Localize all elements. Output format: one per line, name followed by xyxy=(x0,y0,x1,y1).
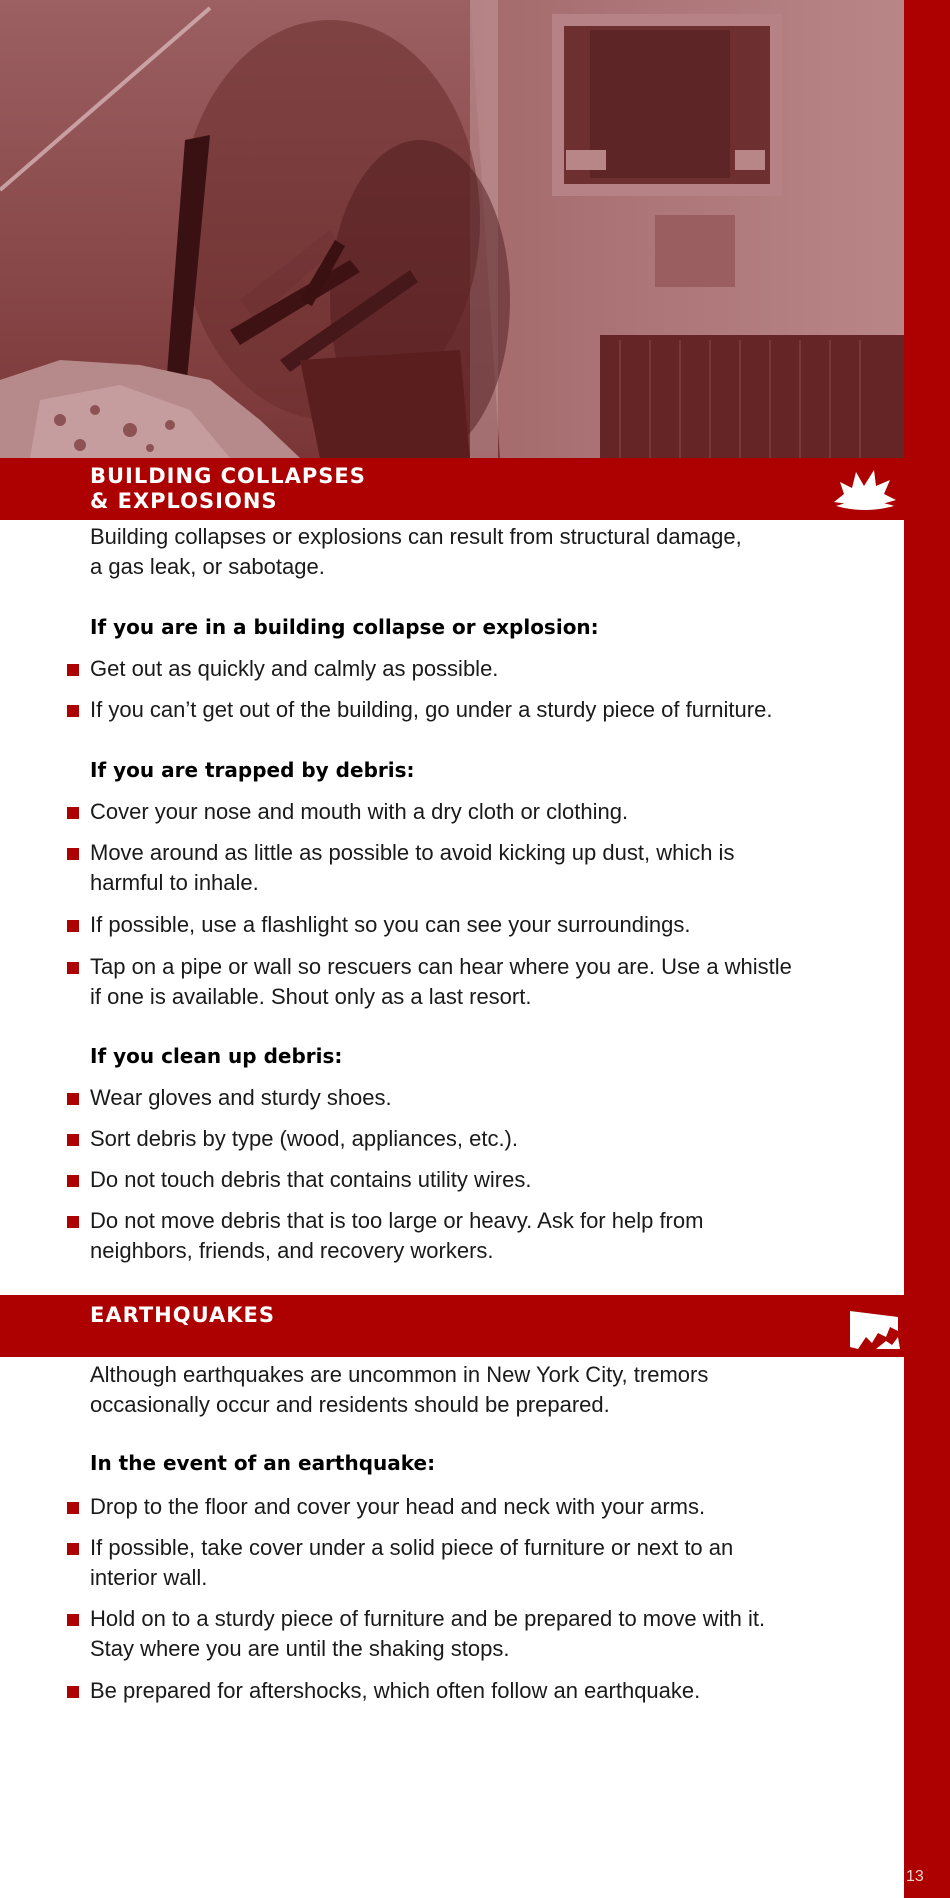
text-line: occasionally occur and residents should be prepared. xyxy=(90,1392,610,1417)
subheading: If you clean up debris: xyxy=(90,1044,343,1068)
text-line: If you can’t get out of the building, go under a sturdy piece of furniture. xyxy=(90,697,773,722)
list-item xyxy=(90,695,850,725)
text-line: Wear gloves and sturdy shoes. xyxy=(90,1085,392,1110)
text-line: neighbors, friends, and recovery workers. xyxy=(90,1238,494,1263)
text-line: If possible, use a flashlight so you can see your surroundings. xyxy=(90,912,691,937)
subheading: If you are in a building collapse or explosion: xyxy=(90,615,599,639)
subheading: If you are trapped by debris: xyxy=(90,758,415,782)
cracked-ground-icon xyxy=(846,1307,902,1351)
page-number: 13 xyxy=(906,1868,924,1885)
section-banner-earthquakes xyxy=(0,1295,904,1357)
intro-paragraph xyxy=(90,522,850,582)
text-line: Do not move debris that is too large or heavy. Ask for help from xyxy=(90,1208,704,1233)
list-item xyxy=(90,654,850,684)
section-title-line: BUILDING COLLAPSES xyxy=(90,464,366,488)
text-line: Drop to the floor and cover your head and neck with your arms. xyxy=(90,1494,706,1519)
list-item xyxy=(90,838,850,898)
text-line: Cover your nose and mouth with a dry cloth or clothing. xyxy=(90,799,629,824)
list-item xyxy=(90,1533,850,1593)
section-title xyxy=(90,464,366,514)
explosion-icon xyxy=(830,466,900,512)
side-color-bar xyxy=(904,0,950,1898)
list-item xyxy=(90,1083,850,1113)
text-line: Hold on to a sturdy piece of furniture and be prepared to move with it. xyxy=(90,1606,766,1631)
text-line: Get out as quickly and calmly as possible. xyxy=(90,656,499,681)
list-item xyxy=(90,1604,850,1664)
list-item xyxy=(90,952,850,1012)
text-line: Be prepared for aftershocks, which often follow an earthquake. xyxy=(90,1678,701,1703)
text-line: If possible, take cover under a solid piece of furniture or next to an xyxy=(90,1535,734,1560)
text-line: Tap on a pipe or wall so rescuers can hear where you are. Use a whistle xyxy=(90,954,792,979)
text-line: harmful to inhale. xyxy=(90,870,259,895)
text-line: if one is available. Shout only as a last resort. xyxy=(90,984,532,1009)
text-line: Sort debris by type (wood, appliances, etc.). xyxy=(90,1126,518,1151)
text-line: Do not touch debris that contains utility wires. xyxy=(90,1167,532,1192)
list-item xyxy=(90,1206,850,1266)
list-item xyxy=(90,910,850,940)
text-line: Move around as little as possible to avoid kicking up dust, which is xyxy=(90,840,735,865)
section-banner-building-collapses xyxy=(0,458,904,520)
list-item xyxy=(90,1492,850,1522)
text-line: interior wall. xyxy=(90,1565,208,1590)
subheading: In the event of an earthquake: xyxy=(90,1451,436,1475)
section-title-line: & EXPLOSIONS xyxy=(90,489,278,513)
list-item xyxy=(90,797,850,827)
text-line: Although earthquakes are uncommon in New York City, tremors xyxy=(90,1362,709,1387)
text-line: Stay where you are until the shaking stops. xyxy=(90,1636,510,1661)
collapsed-building-illustration xyxy=(0,0,904,458)
text-line: a gas leak, or sabotage. xyxy=(90,554,325,579)
list-item xyxy=(90,1124,850,1154)
intro-paragraph xyxy=(90,1360,850,1420)
section-title: EARTHQUAKES xyxy=(90,1303,275,1327)
hero-photo xyxy=(0,0,904,458)
list-item xyxy=(90,1676,850,1706)
list-item xyxy=(90,1165,850,1195)
text-line: Building collapses or explosions can result from structural damage, xyxy=(90,524,742,549)
